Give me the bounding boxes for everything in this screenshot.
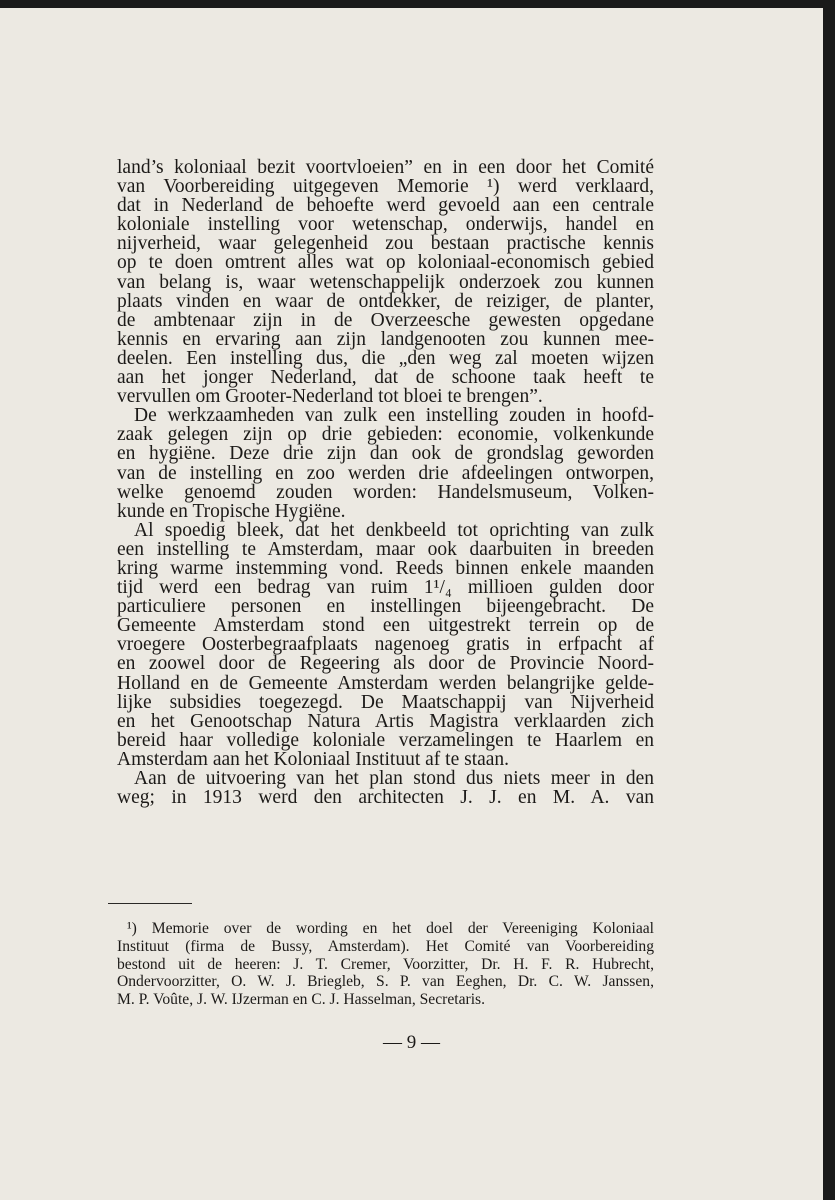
footnote-block <box>117 920 654 1009</box>
body-text-line: van de instelling en zoo werden drie afdeelingen ontworpen, <box>117 462 654 484</box>
body-text-line: De werkzaamheden van zulk een instelling zouden in hoofd- <box>134 405 654 427</box>
body-text-line: nijverheid, waar gelegenheid zou bestaan practische kennis <box>117 233 654 255</box>
footnote-line: Ondervoorzitter, O. W. J. Briegleb, S. P. van Eeghen, Dr. C. W. Janssen, <box>117 973 654 991</box>
footnote-separator-rule <box>108 903 192 904</box>
body-text-line: vroegere Oosterbegraafplaats nagenoeg gratis in erfpacht af <box>117 634 654 656</box>
document-page <box>0 8 823 1200</box>
body-text-line: welke genoemd zouden worden: Handelsmuseum, Volken- <box>117 481 654 503</box>
footnote-line: bestond uit de heeren: J. T. Cremer, Voorzitter, Dr. H. F. R. Hubrecht, <box>117 955 654 973</box>
body-text-line: dat in Nederland de behoefte werd gevoeld aan een centrale <box>117 195 654 217</box>
body-text-line: tijd werd een bedrag van ruim 1¹/₄ millioen gulden door <box>117 577 654 599</box>
body-text-line: Amsterdam aan het Koloniaal Instituut af te staan. <box>117 748 510 770</box>
footnote-line: ¹) Memorie over de wording en het doel der Vereeniging Koloniaal <box>127 920 654 937</box>
body-text-line: bereid haar volledige koloniale verzamelingen te Haarlem en <box>117 729 654 751</box>
body-text-line: Holland en de Gemeente Amsterdam werden belangrijke gelde- <box>117 672 654 694</box>
body-text-line: Aan de uitvoering van het plan stond dus niets meer in den <box>134 768 654 789</box>
body-text-line: van Voorbereiding uitgegeven Memorie ¹) werd verklaard, <box>117 176 654 198</box>
body-text-line: zaak gelegen zijn op drie gebieden: economie, volkenkunde <box>117 424 654 446</box>
body-text-line: koloniale instelling voor wetenschap, onderwijs, handel en <box>117 214 654 236</box>
body-text-line: particuliere personen en instellingen bijeengebracht. De <box>117 596 654 618</box>
body-text-line: kennis en ervaring aan zijn landgenooten zou kunnen mee- <box>117 328 654 350</box>
body-text-line: en het Genootschap Natura Artis Magistra verklaarden zich <box>117 710 654 732</box>
body-text-line: en hygiëne. Deze drie zijn dan ook de grondslag geworden <box>117 443 654 465</box>
footnote-line: M. P. Voûte, J. W. IJzerman en C. J. Hasselman, Secretaris. <box>117 991 485 1009</box>
body-text-line: aan het jonger Nederland, dat de schoone taak heeft te <box>117 367 654 389</box>
body-text-line: plaats vinden en waar de ontdekker, de reiziger, de planter, <box>117 290 654 312</box>
footnote-line: Instituut (firma de Bussy, Amsterdam). Het Comité van Voorbereiding <box>117 937 654 955</box>
body-text-line: Gemeente Amsterdam stond een uitgestrekt terrein op de <box>117 615 654 637</box>
body-text-line: Al spoedig bleek, dat het denkbeeld tot oprichting van zulk <box>134 519 654 541</box>
body-text-line: de ambtenaar zijn in de Overzeesche gewesten opgedane <box>117 309 654 331</box>
body-text-line: weg; in 1913 werd den architecten J. J. en M. A. van <box>117 787 654 809</box>
body-text-line: deelen. Een instelling dus, die „den weg zal moeten wijzen <box>117 347 654 369</box>
body-text-line: op te doen omtrent alles wat op koloniaal-economisch gebied <box>117 252 654 274</box>
body-text-line: vervullen om Grooter-Nederland tot bloei te brengen”. <box>117 386 543 408</box>
body-text-line: van belang is, waar wetenschappelijk onderzoek zou kunnen <box>117 271 654 293</box>
page-number: — 9 — <box>383 1032 440 1053</box>
body-text-line: lijke subsidies toegezegd. De Maatschappij van Nijverheid <box>117 691 654 713</box>
body-text-line: land’s koloniaal bezit voortvloeien” en in een door het Comité <box>117 157 654 178</box>
body-text-line: een instelling te Amsterdam, maar ook daarbuiten in breeden <box>117 538 654 560</box>
main-text-block <box>117 158 654 807</box>
body-text-line: en zoowel door de Regeering als door de Provincie Noord- <box>117 653 654 675</box>
body-text-line: kunde en Tropische Hygiëne. <box>117 500 346 522</box>
body-text-line: kring warme instemming vond. Reeds binnen enkele maanden <box>117 557 654 579</box>
